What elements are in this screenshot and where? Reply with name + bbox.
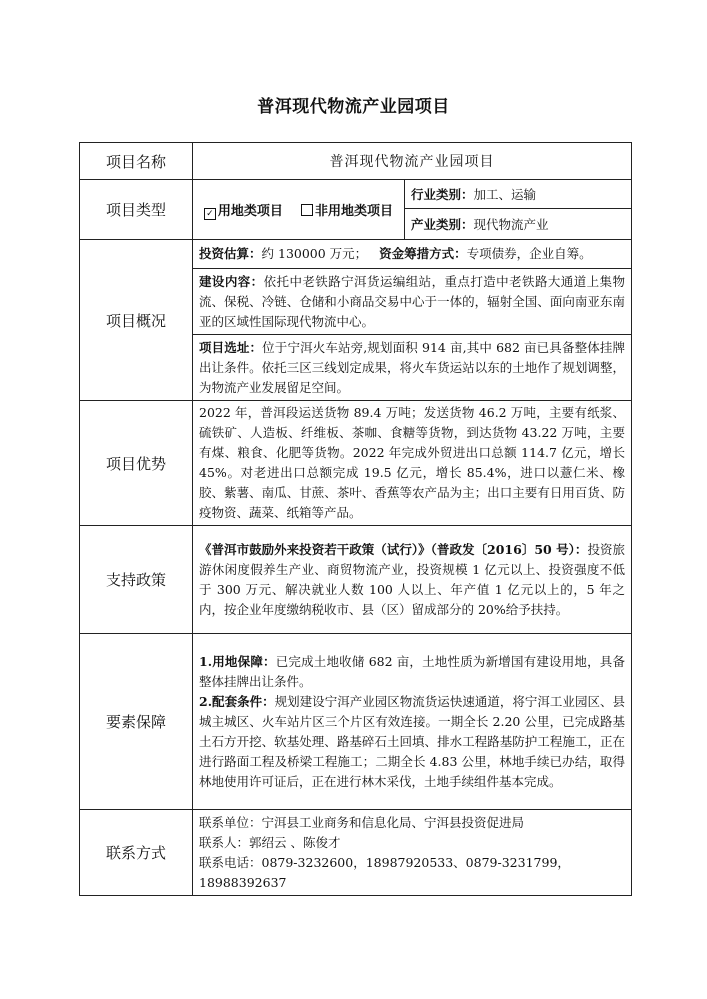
- option-nonland-label: 非用地类项目: [315, 204, 394, 219]
- type-options: [193, 180, 405, 240]
- page-title: 普洱现代物流产业园项目: [257, 97, 450, 117]
- factor1-label: 1.用地保障：: [199, 653, 276, 669]
- factor2-label: 2.配套条件：: [199, 693, 275, 709]
- sector-label: 产业类别：: [411, 217, 474, 232]
- investment-label: 投资估算：: [199, 246, 262, 261]
- investment-value: 约 130000 万元；: [261, 246, 368, 261]
- industry-label: 行业类别：: [411, 187, 474, 202]
- label-project-name: 项目名称: [80, 143, 193, 180]
- row-policy: [80, 526, 632, 634]
- advantage-text: 2022 年，普洱段运送货物 89.4 万吨；发送货物 46.2 万吨，主要有纸浆、硫铁矿、人造板、纤维板、茶咖、食糖等货物，到达货物 43.22 万吨，主要有煤、粮食、化肥等货物。2022 年完成外贸进出口总额 114.7 亿元，增长 45%。对老进出口总额完成 19.5 亿元，增长 85.4%，进口以薏仁米、橡胶、紫薯、南瓜、甘蔗、茶叶、香蕉等农产品为主；出口主要有日用百货、防疫物资、蔬菜、纸箱等产品。: [193, 401, 632, 526]
- checkbox-nonland[interactable]: [301, 204, 313, 216]
- row-contact: [80, 810, 632, 896]
- construction-cell: [193, 269, 632, 335]
- investment-cell: [193, 240, 632, 269]
- project-table: [79, 142, 632, 896]
- row-project-name: [80, 143, 632, 180]
- option-land-label: 用地类项目: [217, 204, 283, 219]
- site-cell: [193, 335, 632, 401]
- sector-cell: [405, 209, 632, 240]
- construction-value: 依托中老铁路宁洱货运编组站，重点打造中老铁路大通道上集物流、保税、冷链、仓储和小商品交易中心于一体的，辐射全国、面向南亚东南亚的区域性国际现代物流中心。: [199, 273, 625, 329]
- label-project-type: 项目类型: [80, 180, 193, 240]
- label-policy: 支持政策: [80, 526, 193, 634]
- row-advantage: [80, 401, 632, 526]
- row-overview-investment: [80, 240, 632, 269]
- contact-phone: 联系电话：0879-3232600，18987920533、0879-3231799，18988392637: [199, 854, 570, 890]
- factors-cell: [193, 634, 632, 810]
- policy-doc-title: 《普洱市鼓励外来投资若干政策（试行）》（普政发〔2016〕50 号）：: [199, 541, 588, 557]
- contact-cell: [193, 810, 632, 896]
- construction-label: 建设内容：: [199, 273, 264, 289]
- label-advantage: 项目优势: [80, 401, 193, 526]
- checkbox-land-checked[interactable]: ✓: [204, 208, 216, 220]
- contact-person: 联系人：郭绍云 、陈俊才: [199, 834, 341, 850]
- policy-cell: [193, 526, 632, 634]
- factor2-text: 规划建设宁洱产业园区物流货运快速通道，将宁洱工业园区、县城主城区、火车站片区三个片区有效连接。一期全长 2.20 公里，已完成路基土石方开挖、软基处理、路基碎石土回填、排水工程路基防护工程施工，正在进行路面工程及桥梁工程施工；二期全长 4.83 公里，林地手续已办结，取得林地使用许可证后，正在进行林木采伐，土地手续组件基本完成。: [199, 693, 625, 789]
- industry-value: 加工、运输: [473, 187, 537, 202]
- row-factors: [80, 634, 632, 810]
- factor1-text: 已完成土地收储 682 亩，土地性质为新增国有建设用地，具备整体挂牌出让条件。: [199, 653, 625, 689]
- funding-label: 资金筹措方式：: [379, 246, 467, 261]
- label-overview: 项目概况: [80, 240, 193, 401]
- policy-text: 投资旅游休闲度假养生产业、商贸物流产业，投资规模 1 亿元以上、投资强度不低于 300 万元、解决就业人数 100 人以上、年产值 1 亿元以上的，5 年之内，按企业年度缴纳税收市、县（区）留成部分的 20%给予扶持。: [199, 541, 625, 617]
- funding-value: 专项债券，企业自筹。: [466, 246, 592, 261]
- value-project-name: 普洱现代物流产业园项目: [193, 143, 632, 180]
- site-value: 位于宁洱火车站旁,规划面积 914 亩,其中 682 亩已具备整体挂牌出让条件。依托三区三线划定成果，将火车货运站以东的土地作了规划调整，为物流产业发展留足空间。: [199, 339, 625, 395]
- contact-unit: 联系单位：宁洱县工业商务和信息化局、宁洱县投资促进局: [199, 814, 525, 830]
- site-label: 项目选址：: [199, 339, 263, 355]
- industry-cell: [405, 180, 632, 209]
- row-project-type: [80, 180, 632, 209]
- label-contact: 联系方式: [80, 810, 193, 896]
- sector-value: 现代物流产业: [473, 217, 549, 232]
- label-factors: 要素保障: [80, 634, 193, 810]
